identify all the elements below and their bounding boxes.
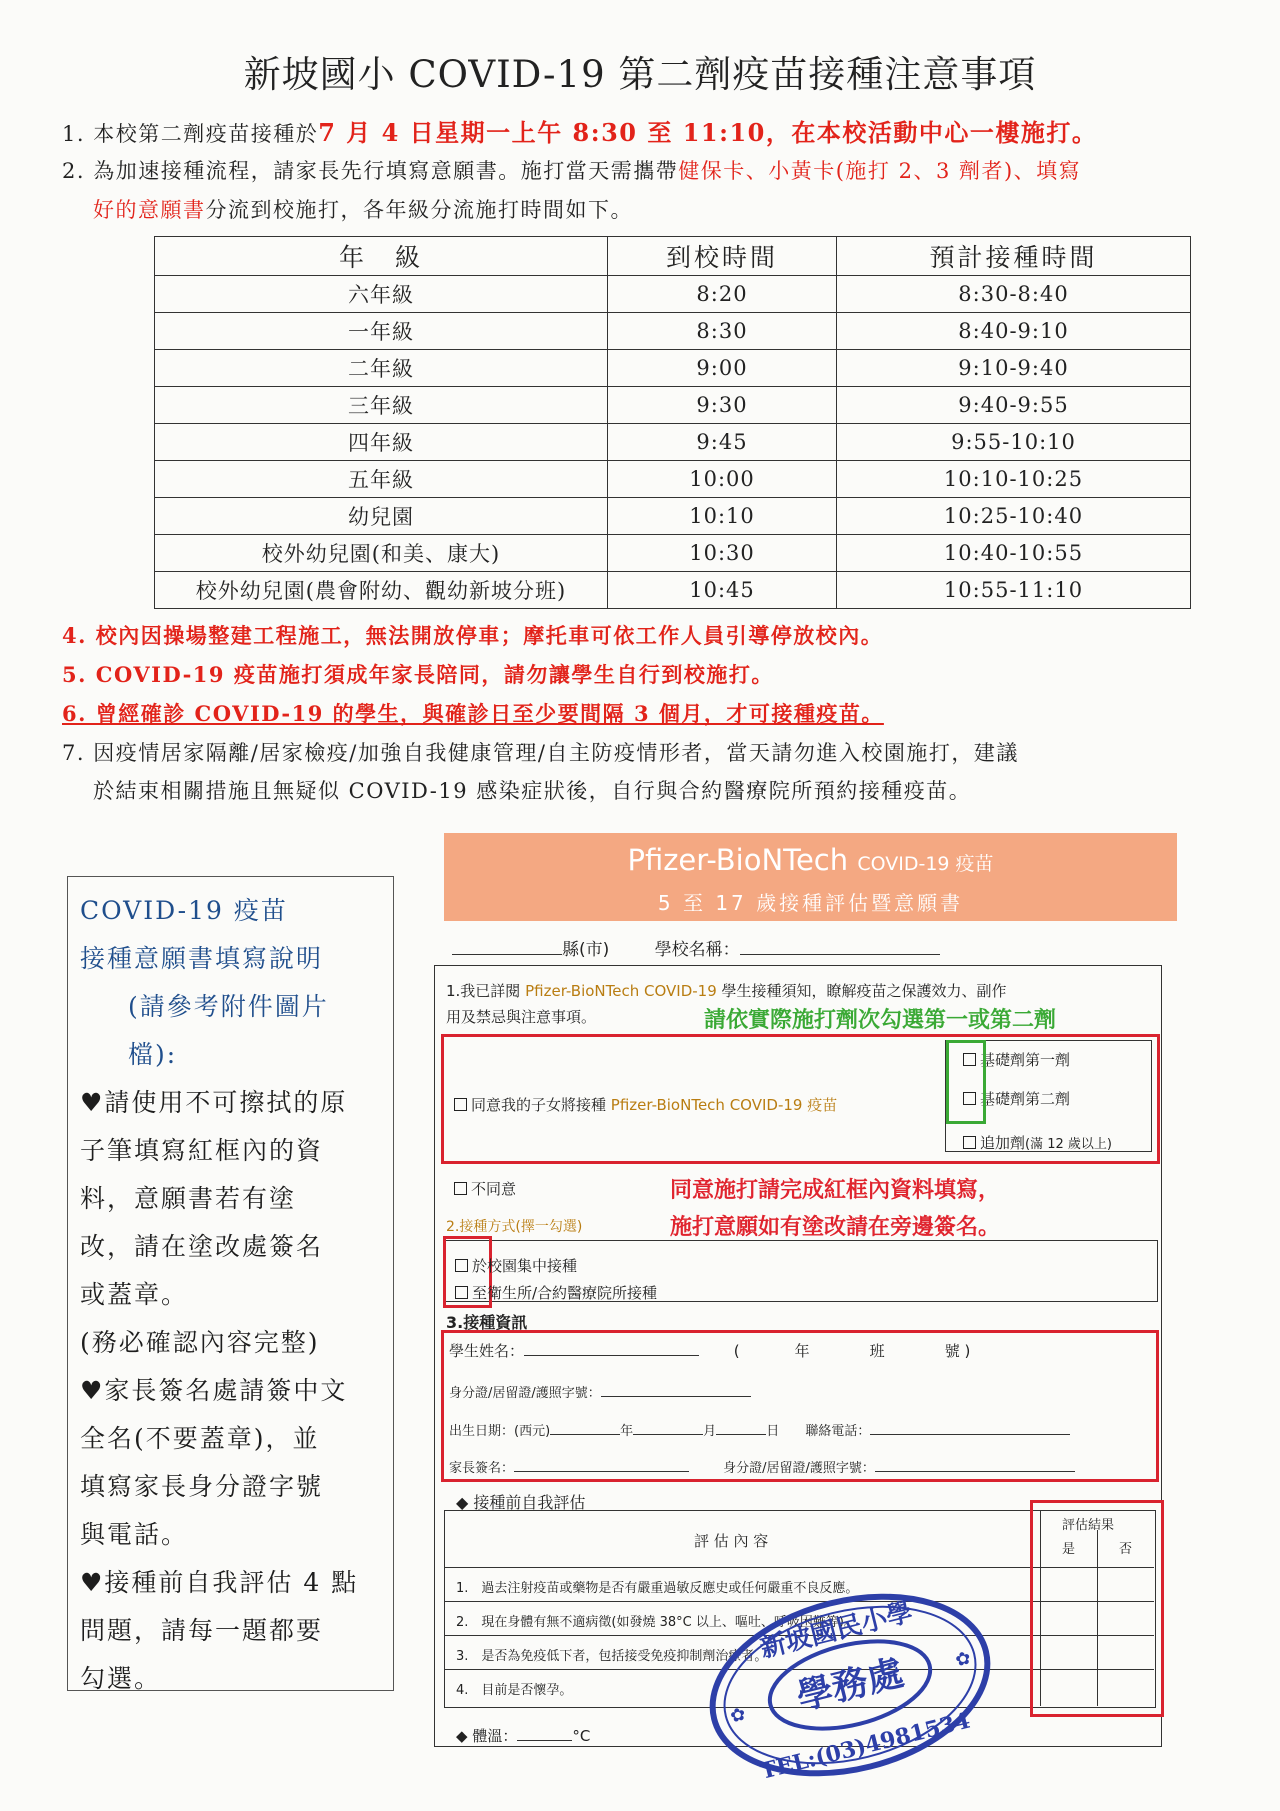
parent-id-label: 身分證/居留證/護照字號： (723, 1461, 875, 1476)
number-label: 號 (944, 1342, 960, 1360)
schedule-row (155, 424, 1191, 461)
schedule-cell: 9:55-10:10 (837, 424, 1191, 461)
parent-sign-field[interactable] (514, 1471, 689, 1472)
schedule-cell: 10:45 (608, 572, 837, 609)
dob-year-field[interactable] (550, 1434, 620, 1435)
notice-item-7-cont: 於結束相關措施且無疑似 COVID-19 感染症狀後，自行與合約醫療院所預約接種疫苗。 (93, 779, 972, 803)
dob-day-field[interactable] (716, 1434, 766, 1435)
temperature-unit: °C (572, 1727, 591, 1745)
schedule-cell: 10:25-10:40 (837, 498, 1191, 535)
dob-month-field[interactable] (633, 1434, 703, 1435)
dose-green-box (946, 1040, 986, 1124)
eval-item-text: 目前是否懷孕。 (481, 1683, 573, 1698)
schedule-row (155, 313, 1191, 350)
section-2-title: 2.接種方式(擇一勾選) (446, 1219, 583, 1235)
instruction-line: 勾選。 (80, 1664, 162, 1693)
schedule-cell: 幼兒園 (155, 498, 608, 535)
schedule-cell: 8:30-8:40 (837, 276, 1191, 313)
schedule-cell: 9:30 (608, 387, 837, 424)
schedule-cell: 10:10 (608, 498, 837, 535)
s1-text: 1.我已詳閱 (446, 982, 521, 1000)
student-name-row: 學生姓名： ( 年 班 號 ) (449, 1342, 971, 1360)
form-banner-title (444, 843, 1177, 877)
instruction-line: ♥家長簽名處請簽中文 (80, 1376, 348, 1405)
instruction-line: 全名(不要蓋章)，並 (80, 1424, 320, 1453)
class-label: 班 (869, 1342, 885, 1360)
instructions-note: (請參考附件圖片 (128, 992, 329, 1021)
notice-item-2-required-items: 健保卡、小黃卡(施打 2、3 劑者)、填寫 (678, 159, 1082, 183)
diamond-icon: ◆ (456, 1493, 469, 1512)
eval-item: 3. 是否為免疫低下者，包括接受免疫抑制劑治療者。 (456, 1649, 768, 1664)
seal-dept: 學務處 (792, 1651, 908, 1719)
green-note: 請依實際施打劑次勾選第一或第二劑 (704, 1008, 1057, 1033)
schedule-cell: 10:30 (608, 535, 837, 572)
schedule-cell: 10:10-10:25 (837, 461, 1191, 498)
eval-content-header: 評 估 內 容 (694, 1532, 769, 1550)
agree-option[interactable] (454, 1094, 837, 1115)
notice-item-2-tail: 分流到校施打，各年級分流施打時間如下。 (205, 198, 633, 222)
s1-text-cont: 學生接種須知，瞭解疫苗之保護效力、副作 (721, 982, 1007, 1000)
method-clinic-option[interactable] (455, 1282, 657, 1303)
instructions-subtitle: 接種意願書填寫說明 (80, 944, 324, 973)
form-banner-brand: Pfizer-BioNTech (627, 843, 849, 877)
temperature-label: 體溫： (472, 1727, 518, 1745)
schedule-cell: 9:45 (608, 424, 837, 461)
schedule-cell: 二年級 (155, 350, 608, 387)
notice-item-2 (62, 155, 1081, 185)
schedule-cell: 8:30 (608, 313, 837, 350)
schedule-header-grade: 年 級 (155, 237, 608, 276)
grade-label: 年 (794, 1342, 810, 1360)
instructions-box (67, 876, 394, 1691)
instructions-title: COVID-19 疫苗 (80, 896, 288, 925)
notice-item-1-prefix: 1. 本校第二劑疫苗接種於 (62, 122, 319, 146)
red-note-line-1: 同意施打請完成紅框內資料填寫， (670, 1178, 1001, 1203)
schedule-cell: 9:10-9:40 (837, 350, 1191, 387)
instruction-line: 問題，請每一題都要 (80, 1616, 324, 1645)
disagree-label: 不同意 (471, 1180, 517, 1198)
year-label: 年 (620, 1424, 634, 1439)
instruction-line: ♥請使用不可擦拭的原 (80, 1088, 348, 1117)
id-row (449, 1382, 751, 1401)
seal-tel: TEL:(03)4981534 (757, 1707, 973, 1785)
seal-org: 新坡國民小學 (757, 1597, 916, 1665)
instructions-note-cont: 檔): (128, 1040, 178, 1069)
eval-item-text: 是否為免疫低下者，包括接受免疫抑制劑治療者。 (481, 1649, 768, 1664)
schedule-row (155, 387, 1191, 424)
s1-brand: Pfizer-BioNTech COVID-19 (525, 982, 717, 1000)
method-clinic-label: 至衛生所/合約醫療院所接種 (472, 1284, 658, 1302)
method-school-label: 於校園集中接種 (472, 1257, 578, 1275)
schedule-header-vaccination: 預計接種時間 (837, 237, 1191, 276)
schedule-row (155, 350, 1191, 387)
notice-item-4: 4. 校內因操場整建工程施工，無法開放停車；摩托車可依工作人員引導停放校內。 (62, 623, 884, 648)
schedule-cell: 一年級 (155, 313, 608, 350)
schedule-row (155, 461, 1191, 498)
method-school-checkbox[interactable] (455, 1259, 468, 1272)
schedule-row (155, 535, 1191, 572)
schedule-cell: 校外幼兒園(和美、康大) (155, 535, 608, 572)
eval-red-box (1030, 1500, 1164, 1717)
notice-item-6: 6. 曾經確診 COVID-19 的學生，與確診日至少要間隔 3 個月，才可接種疫苗。 (62, 701, 884, 726)
county-label: 縣(市) (562, 940, 610, 960)
schedule-cell: 10:00 (608, 461, 837, 498)
booster-label: 追加劑 (980, 1134, 1026, 1152)
student-id-field[interactable] (601, 1396, 751, 1397)
seal-flower-icon: ✿ (953, 1647, 974, 1672)
notice-item-1-highlight: 7 月 4 日星期一上午 8:30 至 11:10，在本校活動中心一樓施打。 (318, 118, 1098, 147)
booster-option[interactable] (963, 1132, 1112, 1153)
disagree-option[interactable] (454, 1178, 516, 1199)
temperature-row (456, 1725, 590, 1746)
method-school-option[interactable] (455, 1255, 577, 1276)
schedule-cell: 8:40-9:10 (837, 313, 1191, 350)
student-id-label: 身分證/居留證/護照字號： (449, 1386, 601, 1401)
schedule-row (155, 276, 1191, 313)
schedule-cell: 10:40-10:55 (837, 535, 1191, 572)
agree-checkbox[interactable] (454, 1098, 467, 1111)
schedule-cell: 9:40-9:55 (837, 387, 1191, 424)
form-banner-vaccine: COVID-19 疫苗 (857, 853, 994, 875)
notice-item-5: 5. COVID-19 疫苗施打須成年家長陪同，請勿讓學生自行到校施打。 (62, 662, 774, 687)
schedule-cell: 五年級 (155, 461, 608, 498)
instruction-line: 改，請在塗改處簽名 (80, 1232, 324, 1261)
eval-item-text: 過去注射疫苗或藥物是否有嚴重過敏反應史或任何嚴重不良反應。 (481, 1581, 859, 1596)
disagree-checkbox[interactable] (454, 1182, 467, 1195)
schedule-cell: 四年級 (155, 424, 608, 461)
schedule-row (155, 572, 1191, 609)
notice-item-2-cont (93, 194, 633, 224)
instruction-line: 填寫家長身分證字號 (80, 1472, 324, 1501)
instruction-line: 與電話。 (80, 1520, 189, 1549)
page-title: 新坡國小 COVID-19 第二劑疫苗接種注意事項 (243, 53, 1037, 96)
schedule-header-arrival: 到校時間 (608, 237, 837, 276)
schedule-cell: 六年級 (155, 276, 608, 313)
parent-sign-label: 家長簽名： (449, 1461, 515, 1476)
form-section-1-text-cont: 用及禁忌與注意事項。 (446, 1008, 597, 1026)
notice-item-2-text: 2. 為加速接種流程，請家長先行填寫意願書。施打當天需攜帶 (62, 159, 679, 183)
instruction-line: ♥接種前自我評估 4 點 (80, 1568, 359, 1597)
student-name-field[interactable] (524, 1355, 699, 1356)
method-clinic-checkbox[interactable] (455, 1286, 468, 1299)
schedule-row (155, 498, 1191, 535)
student-name-label: 學生姓名： (449, 1342, 525, 1360)
instruction-line: 或蓋章。 (80, 1280, 189, 1309)
instruction-line: 料，意願書若有塗 (80, 1184, 297, 1213)
seal-flower-icon: ✿ (728, 1703, 748, 1728)
instruction-line: 子筆填寫紅框內的資 (80, 1136, 324, 1165)
phone-field[interactable] (870, 1434, 1070, 1435)
schedule-header-row (155, 237, 1191, 276)
section-3-title: 3.接種資訊 (446, 1313, 528, 1332)
day-label: 日 (766, 1424, 780, 1439)
dose1-label: 基礎劑第一劑 (980, 1051, 1071, 1069)
notice-item-1 (62, 113, 1097, 148)
eval-item: 4. 目前是否懷孕。 (456, 1683, 573, 1698)
parent-id-field[interactable] (875, 1471, 1075, 1472)
eval-item: 1. 過去注射疫苗或藥物是否有嚴重過敏反應史或任何嚴重不良反應。 (456, 1581, 859, 1596)
eval-yes-header: 是 (1062, 1542, 1076, 1557)
booster-checkbox[interactable] (963, 1136, 976, 1149)
instruction-line: (務必確認內容完整) (80, 1328, 320, 1357)
parent-row (449, 1457, 1075, 1476)
eval-item-text: 現在身體有無不適病徵(如發燒 38°C 以上、嘔吐、呼吸困難等)。 (481, 1615, 857, 1630)
agree-label: 同意我的子女將接種 (471, 1096, 607, 1114)
month-label: 月 (703, 1424, 717, 1439)
self-eval-label: 接種前自我評估 (473, 1493, 586, 1512)
eval-result-header: 評估結果 (1062, 1518, 1115, 1533)
phone-label: 聯絡電話： (805, 1424, 871, 1439)
schedule-table (154, 236, 1191, 609)
diamond-icon: ◆ (456, 1727, 468, 1745)
eval-item: 2. 現在身體有無不適病徵(如發燒 38°C 以上、嘔吐、呼吸困難等)。 (456, 1615, 857, 1630)
dose2-label: 基礎劑第二劑 (980, 1090, 1071, 1108)
agree-brand: Pfizer-BioNTech COVID-19 疫苗 (610, 1096, 838, 1114)
schedule-cell: 8:20 (608, 276, 837, 313)
schedule-cell: 10:55-11:10 (837, 572, 1191, 609)
school-label: 學校名稱： (654, 940, 740, 960)
booster-note: (滿 12 歲以上) (1025, 1137, 1112, 1152)
notice-item-2-form: 好的意願書 (93, 198, 206, 222)
form-section-1-text (446, 980, 1007, 1001)
schedule-cell: 校外幼兒園(農會附幼、觀幼新坡分班) (155, 572, 608, 609)
dob-label: 出生日期：(西元) (449, 1424, 551, 1439)
dob-row (449, 1420, 1070, 1439)
form-banner-subtitle: 5 至 17 歲接種評估暨意願書 (657, 891, 964, 915)
notice-item-7: 7. 因疫情居家隔離/居家檢疫/加強自我健康管理/自主防疫情形者，當天請勿進入校園施打，建議 (62, 741, 1019, 765)
form-banner (444, 833, 1177, 921)
eval-no-header: 否 (1119, 1542, 1133, 1557)
schedule-cell: 9:00 (608, 350, 837, 387)
form-county-row (452, 935, 940, 960)
red-note-line-2: 施打意願如有塗改請在旁邊簽名。 (670, 1215, 1001, 1240)
schedule-cell: 三年級 (155, 387, 608, 424)
temperature-field[interactable] (517, 1740, 572, 1741)
